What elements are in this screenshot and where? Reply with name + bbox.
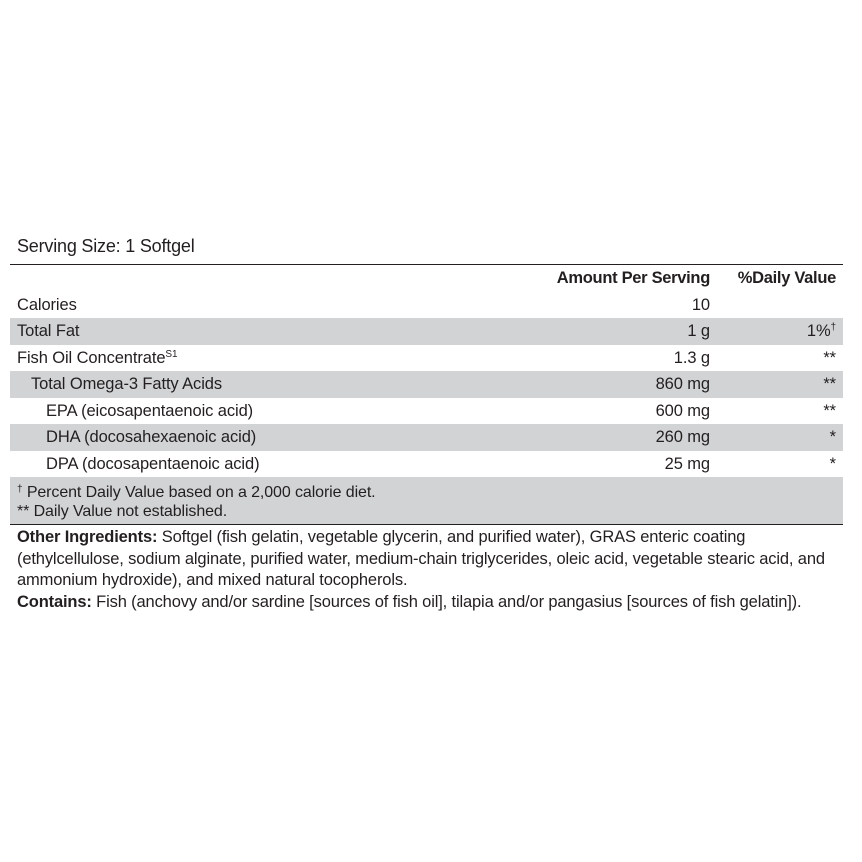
nutrient-amount: 1.3 g [673, 348, 710, 367]
nutrient-row-epa [10, 398, 843, 425]
contains-statement [17, 592, 836, 614]
dagger-mark: † [830, 322, 836, 333]
footnote-dagger-text: Percent Daily Value based on a 2,000 calorie diet. [22, 484, 376, 501]
contains-text: Fish (anchovy and/or sardine [sources of fish oil], tilapia and/or pangasius [sources of fish gelatin]). [91, 592, 802, 611]
nutrient-daily-value: ** [823, 401, 836, 420]
nutrient-name: Calories [17, 295, 77, 314]
footnote-dagger [17, 483, 836, 502]
nutrient-name: Total Omega-3 Fatty Acids [31, 375, 222, 393]
nutrient-amount: 1 g [687, 322, 710, 340]
nutrient-name [17, 345, 177, 372]
supplement-facts-panel [10, 232, 843, 613]
nutrient-daily-value: ** [823, 348, 836, 367]
daily-value-column-header: %Daily Value [737, 269, 836, 287]
daily-value-number: 1% [806, 322, 831, 340]
nutrient-daily-value: ** [823, 375, 836, 393]
ingredients-section [10, 525, 843, 613]
nutrient-row-dpa [10, 451, 843, 478]
contains-label: Contains: [17, 592, 92, 611]
nutrient-daily-value: * [829, 428, 836, 446]
other-ingredients [17, 527, 836, 592]
nutrient-row-total-fat [10, 318, 843, 345]
nutrient-row-dha [10, 424, 843, 451]
nutrient-name: EPA (eicosapentaenoic acid) [46, 401, 254, 420]
nutrient-name: DHA (docosahexaenoic acid) [46, 428, 257, 446]
serving-size: Serving Size: 1 Softgel [17, 236, 195, 256]
nutrient-amount: 25 mg [664, 454, 710, 473]
other-ingredients-label: Other Ingredients: [17, 528, 158, 546]
dagger-mark: † [17, 484, 23, 495]
nutrient-row-calories [10, 292, 843, 319]
nutrient-row-fish-oil [10, 345, 843, 372]
source-footnote-mark: S1 [165, 348, 178, 360]
nutrient-name-text: Fish Oil Concentrate [17, 348, 166, 367]
nutrient-daily-value [807, 318, 836, 345]
table-header [10, 265, 843, 292]
nutrient-daily-value: * [829, 454, 836, 473]
footnotes [10, 477, 843, 524]
nutrient-name: DPA (docosapentaenoic acid) [46, 454, 260, 473]
nutrient-amount: 600 mg [655, 401, 710, 420]
other-ingredients-text: Softgel (fish gelatin, vegetable glycerin, and purified water), GRAS enteric coating (ethylcellulose, sodium alginate, purified water, medium-chain triglycerides, oleic acid, vegetable stearic acid, and ammonium hydroxide), and mixed natural tocopherols. [17, 528, 825, 589]
nutrient-amount: 10 [691, 295, 710, 314]
nutrient-amount: 860 mg [655, 375, 710, 393]
nutrient-row-omega-3 [10, 371, 843, 398]
nutrient-amount: 260 mg [655, 428, 710, 446]
nutrient-name: Total Fat [17, 322, 80, 340]
amount-column-header: Amount Per Serving [556, 269, 710, 287]
footnote-double-star: ** Daily Value not established. [17, 503, 228, 520]
